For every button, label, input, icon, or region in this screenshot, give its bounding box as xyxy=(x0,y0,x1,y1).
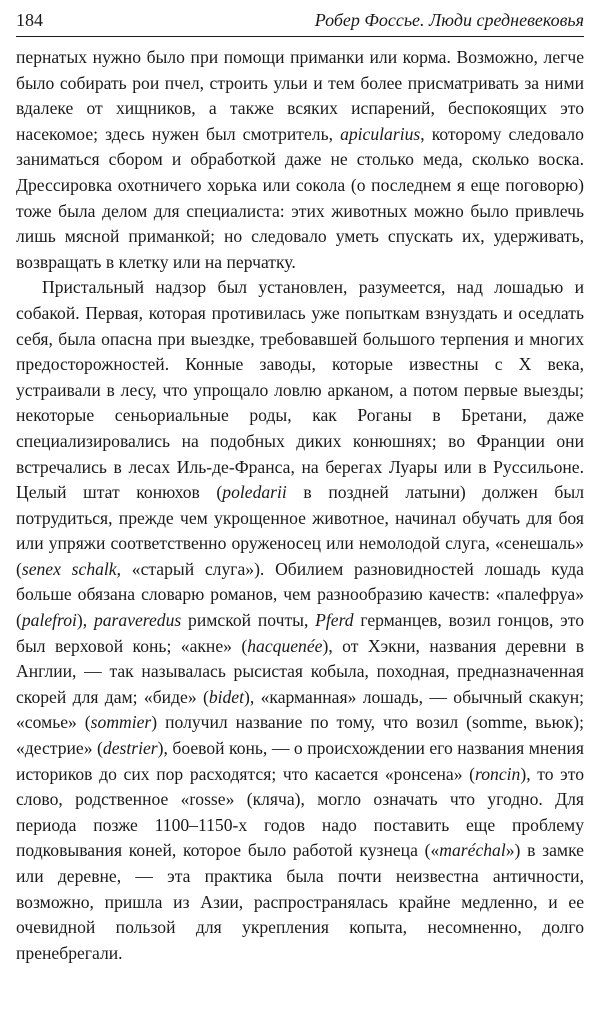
text-run: римской почты, xyxy=(181,610,316,631)
text-run: ), боевой конь, — о происхождении его названия мнения историков до сих пор расходятся; что касается «ронсена» ( xyxy=(16,738,584,784)
italic-term: poledarii xyxy=(222,482,287,503)
text-run: ), то это слово, родственное «rosse» (кляча), могло означать что угодно. Для периода позже 1100–1150-х годов надо поставить еще проблему подковывания коней, которое было работой кузнеца (« xyxy=(16,763,584,861)
header-rule xyxy=(16,36,584,37)
text-run: Пристальный надзор был установлен, разумеется, над лошадью и собакой. Первая, которая противилась уже попыткам взнуздать и оседлать себя, была опасна при выездке, требовавшей большого терпения и многих предосторожностей. Конные заводы, которые известны с X века, устраивали в лесу, что упрощало ловлю арканом, а потом первые выезды; некоторые сеньориальные роды, как Роганы в Бретани, даже специализировались на подобных диких конюшнях; во Франции они встречались в лесах Иль-де-Франса, на берегах Луары или в Руссильоне. Целый штат конюхов ( xyxy=(16,277,584,503)
text-run: ), «карманная» лошадь, — обычный скакун; «сомье» ( xyxy=(16,686,584,733)
text-run: пернатых нужно было при помощи приманки или корма. Возможно, легче было собирать рои пчел, строить ульи и тем более присматривать за ними вдалеке от хищников, а также всяких испарений, беспокоящих это насекомое; здесь нужен был смотритель, xyxy=(16,47,584,144)
italic-term: maréchal xyxy=(439,840,506,861)
paragraph-horses xyxy=(16,275,584,966)
running-header xyxy=(16,6,584,34)
text-run: ») в замке или деревне, — эта практика была почти неизвестна античности, возможно, пришла из Азии, распространялась крайне медленно, и ее очевидной пользой для укрепления копыта, несомненно, долго пренебрегали. xyxy=(16,840,584,963)
paragraph-continued xyxy=(16,45,584,275)
italic-term: apicularius xyxy=(340,123,421,144)
body-text xyxy=(16,45,584,966)
italic-term: palefroi xyxy=(21,610,77,631)
italic-term: roncin xyxy=(475,763,521,784)
running-title: Робер Фоссье. Люди средневековья xyxy=(314,10,584,30)
italic-term: paraveredus xyxy=(93,610,182,631)
italic-term: bidet xyxy=(208,686,245,707)
italic-term: hacquenée xyxy=(247,635,323,656)
text-run: , которому следовало заниматься сбором и обработкой даже не столько меда, сколько воска. Дрессировка охотничего хорька или сокола (о последнем я еще поговорю) тоже была делом для специалиста: этих животных можно было привлечь лишь мясной приманкой; но следовало уметь спускать их, удерживать, возвращать в клетку или на перчатку. xyxy=(16,123,584,272)
text-run: в поздней латыни) должен был потрудиться, прежде чем укрощенное животное, начинал обучать для боя или упряжи соответственно оруженосец или немолодой слуга, «сенешаль» ( xyxy=(16,482,584,579)
italic-term: sommier xyxy=(90,712,152,733)
italic-term: Pferd xyxy=(315,610,354,631)
text-run: ) получил название по тому, что возил (somme, вьюк); «дестрие» ( xyxy=(16,712,585,759)
book-page xyxy=(16,6,584,966)
text-run: ), xyxy=(76,610,94,631)
text-run: ), от Хэкни, названия деревни в Англии, — так называлась рысистая кобыла, походная, предназначенная скорей для дам; «биде» ( xyxy=(16,635,584,707)
italic-term: destrier xyxy=(102,738,158,759)
page-number: 184 xyxy=(16,10,43,30)
italic-term: senex schalk xyxy=(21,558,117,579)
text-run: германцев, возил гонцов, это был верховой конь; «акне» ( xyxy=(16,610,584,656)
text-run: , «старый слуга»). Обилием разновидностей лошадь куда больше обязана словарю романов, чем разнообразию качеств: «палефруа» ( xyxy=(16,558,584,631)
